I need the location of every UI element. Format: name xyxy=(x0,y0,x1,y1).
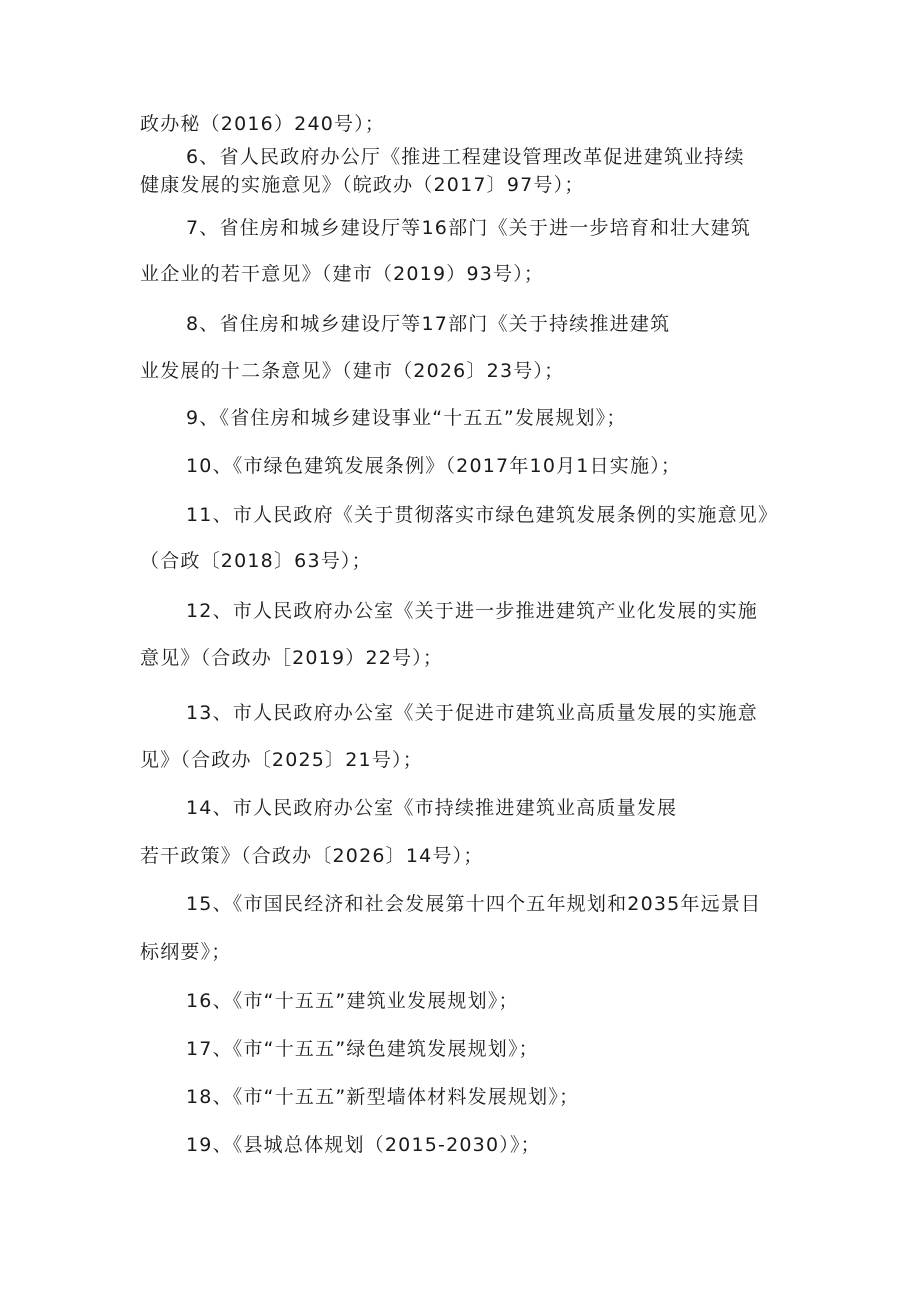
text-line-5: 业企业的若干意见》（建市（2019）93号）； xyxy=(140,263,545,285)
text-line-22: 18、《市“十五五”新型墙体材料发展规划》； xyxy=(186,1086,580,1108)
text-line-12: 12、市人民政府办公室《关于进一步推进建筑产业化发展的实施 xyxy=(186,600,758,622)
text-line-9: 10、《市绿色建筑发展条例》（2017年10月1日实施）； xyxy=(186,455,682,477)
text-line-7: 业发展的十二条意见》（建市（2026〕23号）； xyxy=(140,360,565,382)
text-line-19: 标纲要》； xyxy=(140,941,232,963)
text-line-18: 15、《市国民经济和社会发展第十四个五年规划和2035年远景目 xyxy=(186,893,762,915)
text-line-13: 意见》（合政办［2019）22号）； xyxy=(140,647,444,669)
text-line-14: 13、市人民政府办公室《关于促进市建筑业高质量发展的实施意 xyxy=(186,702,758,724)
text-line-21: 17、《市“十五五”绿色建筑发展规划》； xyxy=(186,1038,539,1060)
text-line-1: 政办秘（2016）240号）； xyxy=(140,113,386,135)
text-line-16: 14、市人民政府办公室《市持续推进建筑业高质量发展 xyxy=(186,797,678,819)
text-line-17: 若干政策》（合政办〔2026〕14号）； xyxy=(140,845,484,867)
text-line-6: 8、省住房和城乡建设厅等17部门《关于持续推进建筑 xyxy=(186,313,671,335)
text-line-2: 6、省人民政府办公厅《推进工程建设管理改革促进建筑业持续 xyxy=(186,146,745,168)
text-line-10: 11、市人民政府《关于贯彻落实市绿色建筑发展条例的实施意见》 xyxy=(186,504,779,526)
text-line-15: 见》（合政办〔2025〕21号）； xyxy=(140,749,423,771)
text-line-11: （合政〔2018〕63号）； xyxy=(140,550,372,572)
text-line-3: 健康发展的实施意见》（皖政办（2017〕97号）； xyxy=(140,174,585,196)
text-line-20: 16、《市“十五五”建筑业发展规划》； xyxy=(186,990,519,1012)
text-line-4: 7、省住房和城乡建设厅等16部门《关于进一步培育和壮大建筑 xyxy=(186,217,752,239)
text-line-8: 9、《省住房和城乡建设事业“十五五”发展规划》； xyxy=(186,407,627,429)
text-line-23: 19、《县城总体规划（2015-2030）》； xyxy=(186,1134,541,1156)
